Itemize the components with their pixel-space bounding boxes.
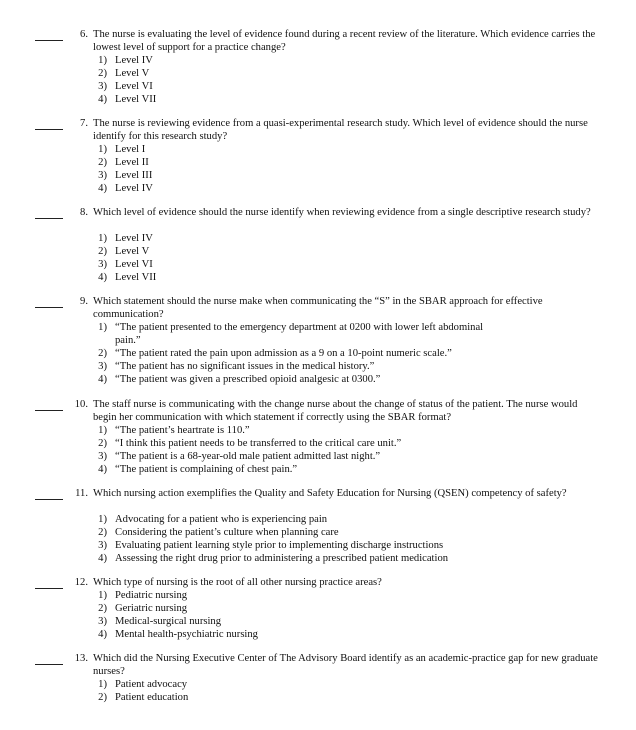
option-number: 3) xyxy=(98,259,107,270)
option xyxy=(93,539,613,552)
option xyxy=(93,552,613,565)
option xyxy=(93,628,613,641)
option xyxy=(93,93,613,106)
option xyxy=(93,589,613,602)
option-number: 2) xyxy=(98,603,107,614)
option-number: 2) xyxy=(98,68,107,79)
question-stem: Which nursing action exemplifies the Quality and Safety Education for Nursing (QSEN) competency of safety? xyxy=(93,488,567,499)
option-text: “The patient is complaining of chest pain.” xyxy=(115,464,298,475)
option-number: 4) xyxy=(98,464,107,475)
question-number: 13. xyxy=(74,653,88,664)
option-text: Patient education xyxy=(115,692,189,703)
option-text: Level II xyxy=(115,157,149,168)
option-text: “The patient rated the pain upon admission as a 9 on a 10-point numeric scale.” xyxy=(115,348,452,359)
question-number: 8. xyxy=(80,207,88,218)
option-text: “The patient was given a prescribed opioid analgesic at 0300.” xyxy=(115,374,381,385)
option-text: Geriatric nursing xyxy=(115,603,188,614)
option-number: 4) xyxy=(98,272,107,283)
option-text: Patient advocacy xyxy=(115,679,188,690)
question-number: 9. xyxy=(80,296,88,307)
option xyxy=(93,373,613,386)
option xyxy=(93,258,613,271)
option xyxy=(93,678,613,691)
option-list xyxy=(93,678,613,704)
option xyxy=(93,691,613,704)
option-number: 3) xyxy=(98,81,107,92)
option-number: 3) xyxy=(98,361,107,372)
option-text: “The patient is a 68-year-old male patient admitted last night.” xyxy=(115,451,381,462)
option-number: 3) xyxy=(98,540,107,551)
option-number: 1) xyxy=(98,514,107,525)
option-list xyxy=(93,232,613,284)
option-number: 3) xyxy=(98,451,107,462)
option-list xyxy=(93,589,613,641)
question-stem: Which type of nursing is the root of all other nursing practice areas? xyxy=(93,577,382,588)
option-number: 4) xyxy=(98,183,107,194)
option-number: 1) xyxy=(98,144,107,155)
answer-blank[interactable] xyxy=(35,307,63,308)
option-text: Mental health-psychiatric nursing xyxy=(115,629,258,640)
question-number: 7. xyxy=(80,118,88,129)
option-text: Level III xyxy=(115,170,153,181)
option-text: Pediatric nursing xyxy=(115,590,188,601)
question-number: 11. xyxy=(75,488,88,499)
answer-blank[interactable] xyxy=(35,40,63,41)
option xyxy=(93,513,613,526)
option xyxy=(93,450,613,463)
option-list xyxy=(93,54,613,106)
option-text: “The patient’s heartrate is 110.” xyxy=(115,425,250,436)
option xyxy=(93,182,613,195)
option-number: 4) xyxy=(98,553,107,564)
option xyxy=(93,169,613,182)
option-number: 2) xyxy=(98,692,107,703)
option xyxy=(93,526,613,539)
option xyxy=(93,54,613,67)
option xyxy=(93,602,613,615)
option-number: 1) xyxy=(98,55,107,66)
answer-blank[interactable] xyxy=(35,664,63,665)
option-list xyxy=(93,321,613,386)
option-number: 2) xyxy=(98,438,107,449)
option-text: Level IV xyxy=(115,233,153,244)
option-list xyxy=(93,143,613,195)
option-text: Level IV xyxy=(115,55,153,66)
question-number: 12. xyxy=(74,577,88,588)
option-text: Level V xyxy=(115,246,150,257)
option-text: Medical-surgical nursing xyxy=(115,616,222,627)
option-number: 1) xyxy=(98,590,107,601)
question-stem: The nurse is reviewing evidence from a quasi-experimental research study. Which level of evidence should the nurse identify for this research study? xyxy=(93,118,588,142)
option xyxy=(93,232,613,245)
question-stem: Which statement should the nurse make when communicating the “S” in the SBAR approach for effective communication? xyxy=(93,296,543,320)
option xyxy=(93,271,613,284)
option-number: 4) xyxy=(98,374,107,385)
option xyxy=(93,143,613,156)
option-text: Level IV xyxy=(115,183,153,194)
option xyxy=(93,615,613,628)
answer-blank[interactable] xyxy=(35,499,63,500)
question-number: 10. xyxy=(74,399,88,410)
option-number: 4) xyxy=(98,94,107,105)
option-text: Level VII xyxy=(115,272,157,283)
question-stem: Which level of evidence should the nurse identify when reviewing evidence from a single descriptive research study? xyxy=(93,207,591,218)
option-text: Level VI xyxy=(115,81,153,92)
option xyxy=(93,360,613,373)
option xyxy=(93,67,613,80)
question-stem: The nurse is evaluating the level of evidence found during a recent review of the literature. Which evidence carries the lowest level of support for a practice change? xyxy=(93,29,596,53)
question-stem: Which did the Nursing Executive Center of The Advisory Board identify as an academic-practice gap for new graduate nurses? xyxy=(93,653,598,677)
option xyxy=(93,437,613,450)
option-number: 4) xyxy=(98,629,107,640)
option-text: Considering the patient’s culture when planning care xyxy=(115,527,339,538)
question-stem: The staff nurse is communicating with the change nurse about the change of status of the patient. The nurse would begin her communication with which statement if correctly using the SBAR format? xyxy=(93,399,578,423)
option-number: 2) xyxy=(98,348,107,359)
option-number: 3) xyxy=(98,616,107,627)
option-text: Level I xyxy=(115,144,146,155)
option xyxy=(93,347,613,360)
option xyxy=(93,424,613,437)
answer-blank[interactable] xyxy=(35,129,63,130)
option-text: Level VI xyxy=(115,259,153,270)
option xyxy=(93,80,613,93)
option-number: 1) xyxy=(98,233,107,244)
option-text: Evaluating patient learning style prior to implementing discharge instructions xyxy=(115,540,444,551)
answer-blank[interactable] xyxy=(35,588,63,589)
option-list xyxy=(93,513,613,565)
option-text: “I think this patient needs to be transferred to the critical care unit.” xyxy=(115,438,402,449)
option xyxy=(93,245,613,258)
option-number: 3) xyxy=(98,170,107,181)
option-text: Assessing the right drug prior to administering a prescribed patient medication xyxy=(115,553,449,564)
option-number: 1) xyxy=(98,679,107,690)
option-number: 1) xyxy=(98,425,107,436)
option xyxy=(93,463,613,476)
answer-blank[interactable] xyxy=(35,410,63,411)
option-number: 2) xyxy=(98,527,107,538)
option-number: 2) xyxy=(98,246,107,257)
option-text: Level V xyxy=(115,68,150,79)
option-number: 1) xyxy=(98,322,107,333)
question-number: 6. xyxy=(80,29,88,40)
option-list xyxy=(93,424,613,476)
option-text: “The patient presented to the emergency department at 0200 with lower left abdominal pain.” xyxy=(115,322,484,346)
option xyxy=(93,156,613,169)
option-number: 2) xyxy=(98,157,107,168)
answer-blank[interactable] xyxy=(35,218,63,219)
option-text: “The patient has no significant issues in the medical history.” xyxy=(115,361,375,372)
option-text: Level VII xyxy=(115,94,157,105)
option-text: Advocating for a patient who is experiencing pain xyxy=(115,514,328,525)
option xyxy=(93,321,613,347)
